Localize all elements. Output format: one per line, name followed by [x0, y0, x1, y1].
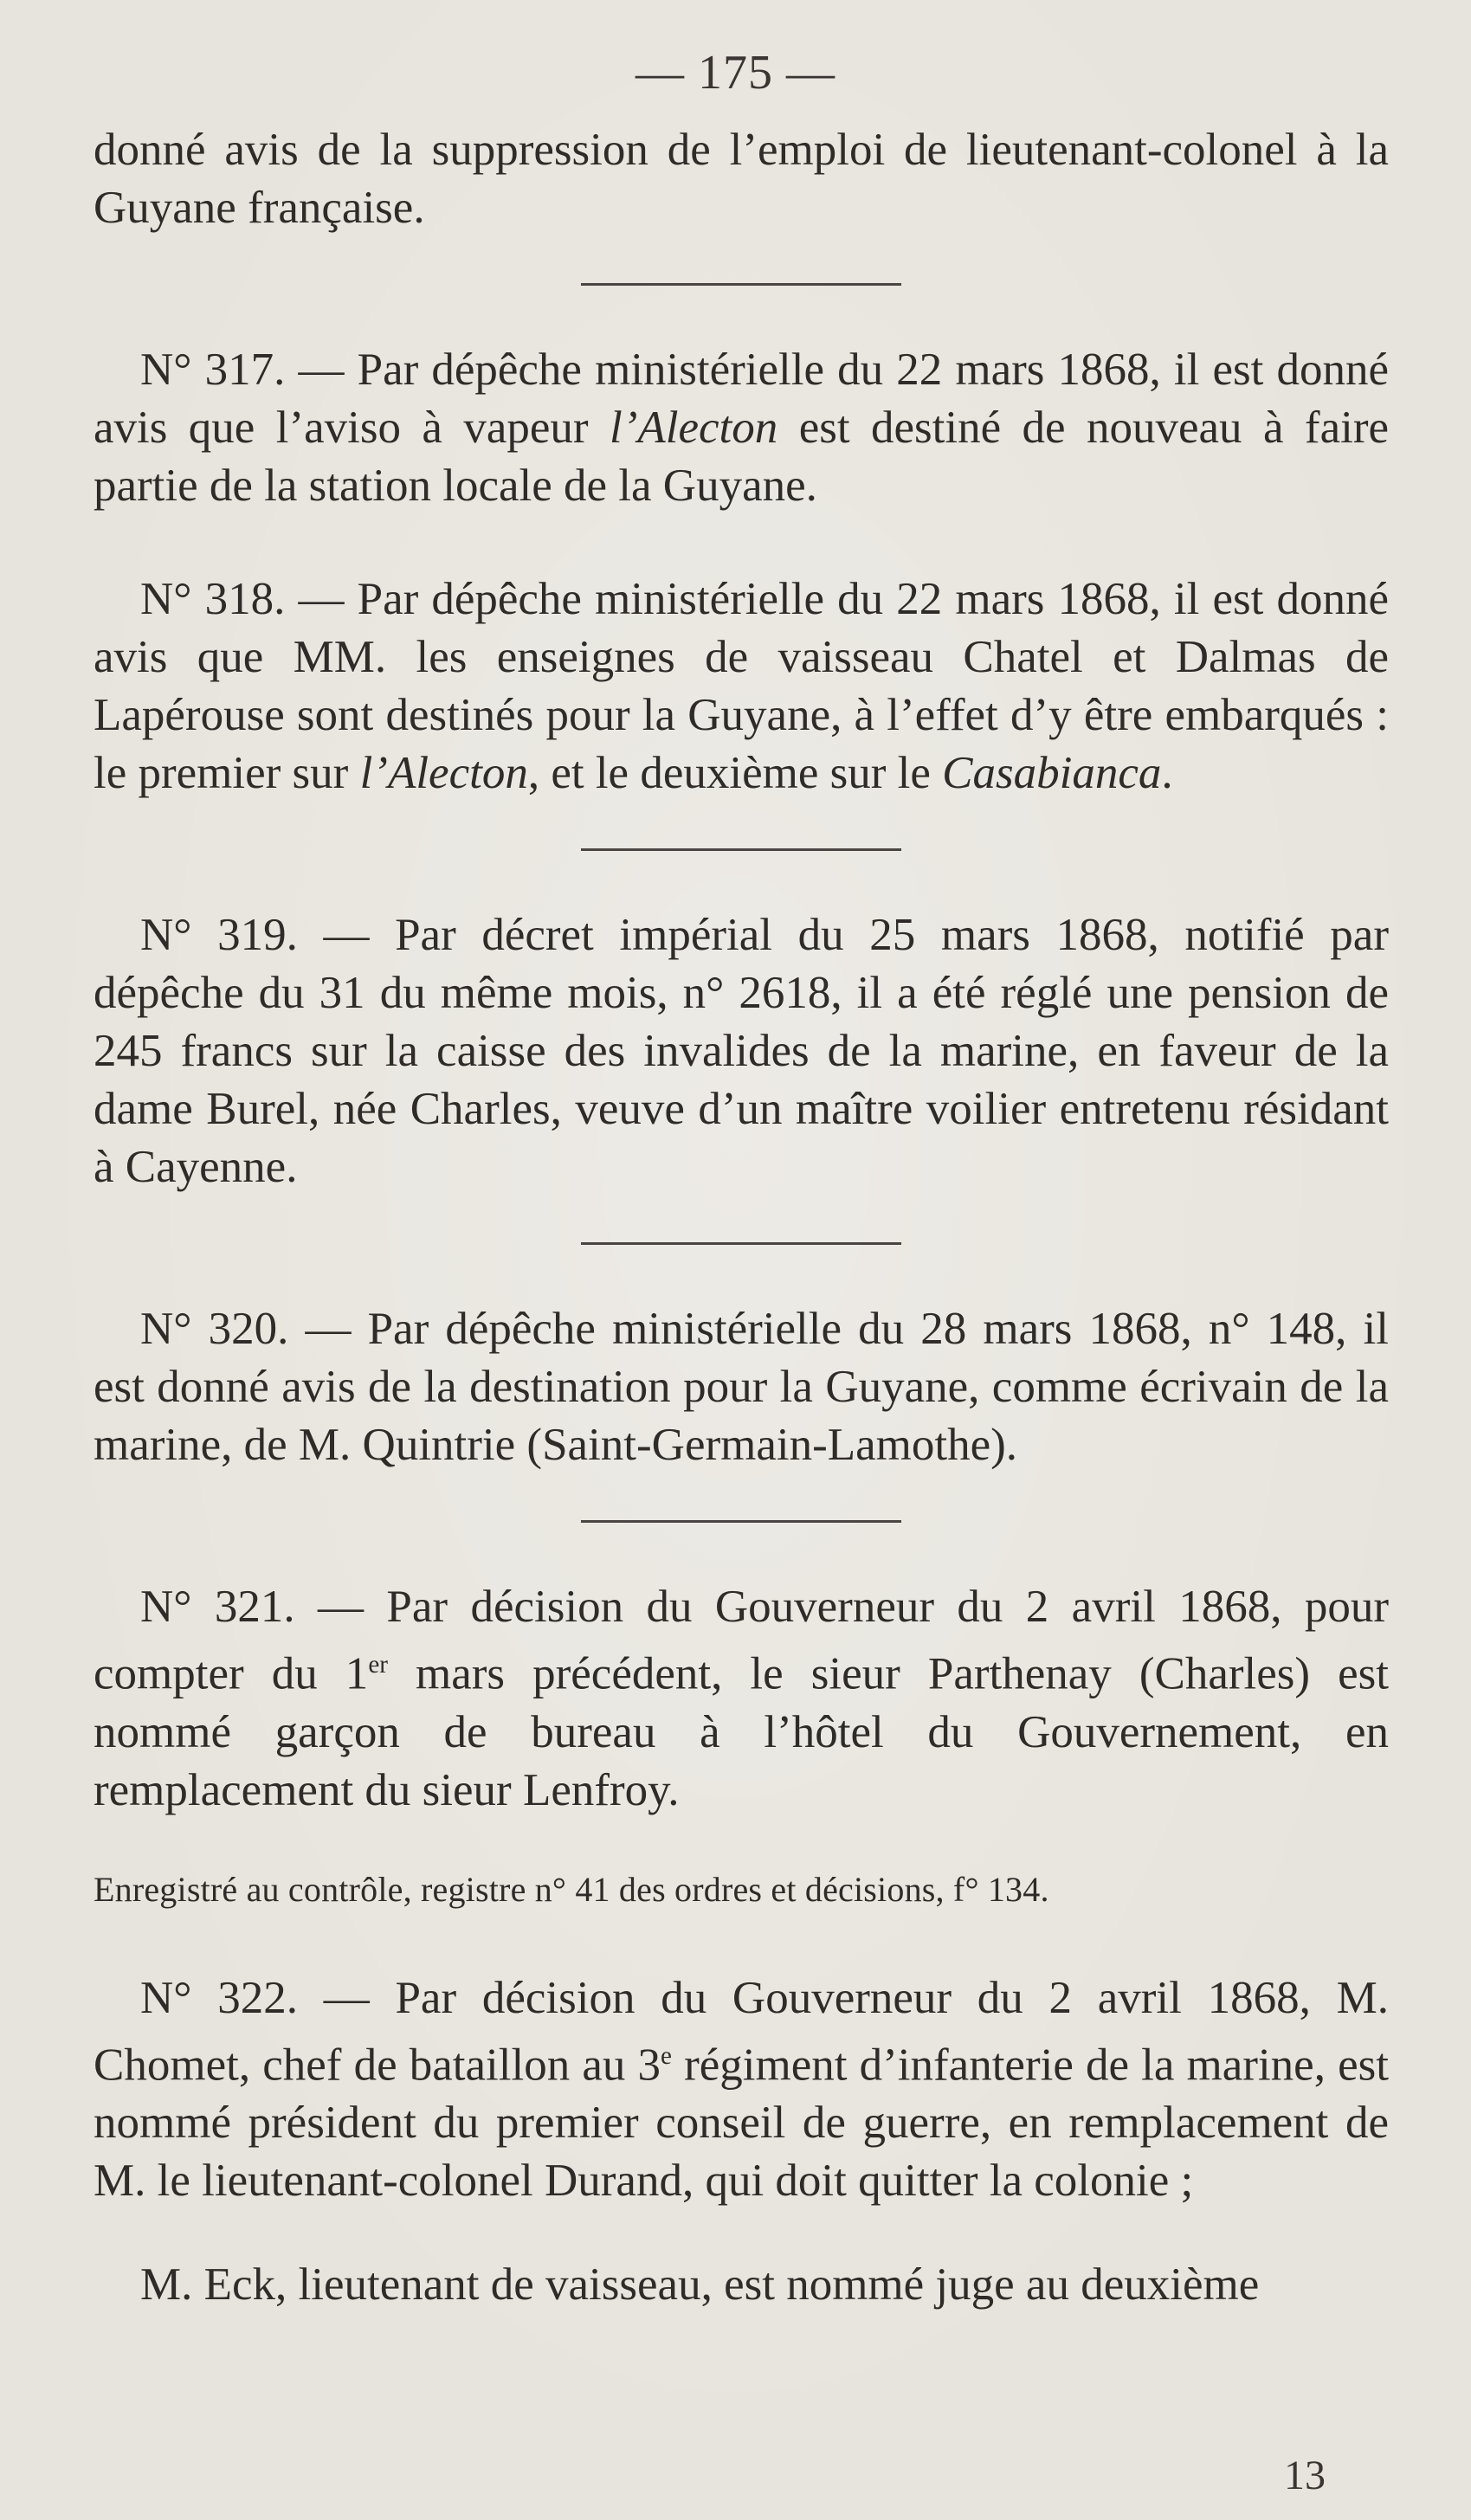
- entry-text: .: [1161, 748, 1173, 798]
- signature-mark: 13: [1284, 2452, 1326, 2498]
- entry-number: N° 321.: [140, 1582, 295, 1632]
- entry-322-continuation: [94, 2256, 1389, 2314]
- ship-name: Casabianca: [942, 748, 1162, 798]
- entry-number: N° 320.: [140, 1304, 289, 1354]
- entry-317: [94, 341, 1389, 515]
- entry-text: — Par dépêche ministérielle du 28 mars 1868, n° 148, il est donné avis de la destination pour la Guyane, comme écrivain de la marine, de M. Quintrie (Saint-Germain-Lamothe).: [94, 1304, 1389, 1470]
- entry-text: — Par décision du Gouverneur du 2 avril 1868, pour compter du 1: [94, 1582, 1389, 1699]
- entry-318: [94, 570, 1389, 802]
- entry-number: N° 319.: [140, 910, 298, 960]
- entry-text: — Par décret impérial du 25 mars 1868, notifié par dépêche du 31 du même mois, n° 2618, il a été réglé une pension de 245 francs sur la caisse des invalides de la marine, en faveur de la dame Burel, née Charles, veuve d’un maître voilier entretenu résidant à Cayenne.: [94, 910, 1389, 1192]
- ship-name: l’Alecton: [359, 748, 528, 798]
- entry-text: — Par dépêche ministérielle du 22 mars 1868, il est donné avis que l’aviso à vapeur: [94, 345, 1389, 453]
- ordinal-suffix: er: [368, 1651, 388, 1679]
- entry-text: — Par dépêche ministérielle du 22 mars 1868, il est donné avis que MM. les enseignes de vaisseau Chatel et Dalmas de Lapérouse sont destinés pour la Guyane, à l’effet d’y être embarqués : le premier sur: [94, 574, 1389, 798]
- entry-text: régiment d’infanterie de la marine, est nommé président du premier conseil de guerre, en remplacement de M. le lieutenant-colonel Durand, qui doit quitter la colonie ;: [94, 2040, 1389, 2207]
- separator-rule: [581, 283, 901, 286]
- entry-text: , et le deuxième sur le: [527, 748, 943, 798]
- separator-rule: [581, 1520, 901, 1523]
- separator-rule: [581, 848, 901, 851]
- document-content: [94, 121, 1389, 2360]
- entry-text: — Par décision du Gouverneur du 2 avril 1868, M. Chomet, chef de bataillon au 3: [94, 1972, 1389, 2091]
- entry-322: [94, 1969, 1389, 2211]
- entry-number: N° 322.: [140, 1972, 298, 2023]
- page-number: — 175 —: [635, 46, 836, 100]
- entry-text: est destiné de nouveau à faire partie de la station locale de la Guyane.: [94, 403, 1389, 511]
- ship-name: l’Alecton: [610, 403, 778, 453]
- continuation-text: M. Eck, lieutenant de vaisseau, est nommé juge au deuxième: [140, 2259, 1260, 2311]
- entry-text: mars précédent, le sieur Parthenay (Charles) est nommé garçon de bureau à l’hôtel du Gouvernement, en remplacement du sieur Lenfroy.: [94, 1648, 1389, 1815]
- intro-paragraph: [94, 121, 1389, 237]
- registration-note: Enregistré au contrôle, registre n° 41 des ordres et décisions, f° 134.: [94, 1869, 1049, 1909]
- intro-text: donné avis de la suppression de l’emploi de lieutenant-colonel à la Guyane française.: [94, 125, 1389, 233]
- entry-number: N° 318.: [140, 574, 286, 624]
- entry-320: [94, 1300, 1389, 1474]
- entry-319: [94, 906, 1389, 1196]
- separator-rule: [581, 1242, 901, 1245]
- entry-321: [94, 1578, 1389, 1820]
- ordinal-suffix: e: [661, 2041, 672, 2070]
- entry-number: N° 317.: [140, 345, 286, 395]
